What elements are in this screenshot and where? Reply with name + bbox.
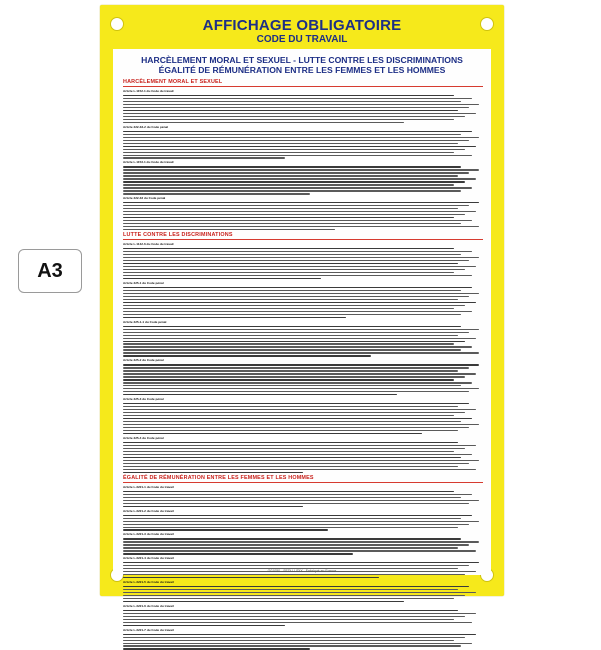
text-line (123, 518, 461, 519)
text-line (123, 257, 479, 258)
text-line (123, 299, 458, 300)
article-title: Article 225-2 du Code pénal (123, 358, 164, 363)
text-line (123, 95, 454, 96)
text-line (123, 101, 461, 102)
text-line (123, 457, 461, 458)
text-line (123, 110, 458, 111)
text-line (123, 538, 461, 539)
text-line (123, 178, 476, 179)
text-line (123, 205, 469, 206)
text-line (123, 616, 465, 617)
text-line (123, 367, 469, 368)
article-title: Article 222-33-2 du Code pénal (123, 124, 169, 129)
text-line (123, 503, 469, 504)
text-line (123, 131, 472, 132)
text-line (123, 637, 465, 638)
text-line (123, 506, 303, 507)
text-line (123, 463, 469, 464)
text-line (123, 550, 476, 551)
text-line (123, 278, 321, 279)
text-line (123, 349, 461, 350)
text-line (123, 589, 458, 590)
text-line (123, 619, 454, 620)
text-line (123, 119, 454, 120)
text-line (123, 149, 465, 150)
text-line (123, 223, 461, 224)
text-line (123, 326, 461, 327)
text-line (123, 272, 454, 273)
poster-board (100, 5, 504, 632)
main-title-line-1: HARCÈLEMENT MORAL ET SEXUEL - LUTTE CONTRE LES DISCRIMINATIONS (141, 55, 463, 65)
text-line (123, 553, 353, 554)
text-line (123, 172, 469, 173)
text-line (123, 214, 465, 215)
text-line (123, 415, 454, 416)
text-line (123, 181, 465, 182)
text-line (123, 370, 458, 371)
text-line (123, 524, 469, 525)
text-line (123, 157, 285, 158)
text-line (123, 122, 404, 123)
article-title: Article 225-1-1 du Code pénal (123, 319, 167, 324)
text-line (123, 217, 454, 218)
section-heading: ÉGALITÉ DE RÉMUNÉRATION ENTRE LES FEMMES ET LES HOMMES (123, 475, 483, 483)
text-line (123, 382, 472, 383)
text-line (123, 586, 469, 587)
text-line (123, 625, 285, 626)
text-line (123, 296, 469, 297)
text-line (123, 469, 476, 470)
text-line (123, 275, 472, 276)
text-line (123, 610, 458, 611)
main-title-line-2: ÉGALITÉ DE RÉMUNÉRATION ENTRE LES FEMMES ET LES HOMMES (158, 65, 446, 75)
text-line (123, 220, 472, 221)
text-line (123, 107, 469, 108)
article-title: Article 225-1 du Code pénal (123, 280, 164, 285)
text-line (123, 104, 479, 105)
text-line (123, 388, 479, 389)
text-line (123, 229, 335, 230)
text-line (123, 260, 469, 261)
article-title: Article L.3221-1 du Code du travail (123, 484, 174, 489)
text-line (123, 254, 461, 255)
text-line (123, 143, 458, 144)
article-title: Article L.3221-7 du Code du travail (123, 627, 174, 632)
text-line (123, 155, 472, 156)
text-line (123, 643, 472, 644)
text-line (123, 338, 476, 339)
text-line (123, 497, 461, 498)
text-line (123, 427, 469, 428)
article-title: Article L.3221-6 du Code du travail (123, 603, 174, 608)
text-line (123, 565, 469, 566)
text-line (123, 403, 469, 404)
text-line (123, 529, 328, 530)
text-line (123, 263, 458, 264)
text-line (123, 290, 461, 291)
text-line (123, 341, 465, 342)
article-title: Article L.1152-1 du Code du travail (123, 89, 174, 93)
text-line (123, 98, 472, 99)
text-line (123, 208, 458, 209)
text-line (123, 406, 458, 407)
text-line (123, 448, 465, 449)
text-line (123, 211, 476, 212)
text-line (123, 544, 469, 545)
text-line (123, 175, 458, 176)
text-line (123, 332, 469, 333)
article-title: Article 225-4 du Code pénal (123, 435, 164, 440)
text-line (123, 622, 472, 623)
text-line (123, 329, 479, 330)
text-line (123, 140, 469, 141)
text-line (123, 116, 465, 117)
article-title: Article L.1142-6 du Code du travail (123, 242, 174, 247)
text-line (123, 308, 454, 309)
size-badge-a3: A3 (18, 249, 82, 293)
text-line (123, 190, 461, 191)
text-line (123, 547, 458, 548)
text-line (123, 592, 476, 593)
text-line (123, 287, 472, 288)
article-title: Article L.3221-2 du Code du travail (123, 508, 174, 513)
text-line (123, 472, 303, 473)
text-line (123, 269, 465, 270)
text-line (123, 613, 476, 614)
article-title: Article L.1153-1 du Code du travail (123, 160, 174, 165)
text-line (123, 134, 461, 135)
text-line (123, 500, 479, 501)
text-line (123, 346, 472, 347)
text-line (123, 302, 476, 303)
text-line (123, 364, 479, 365)
text-line (123, 634, 476, 635)
text-line (123, 598, 454, 599)
article-title: Article L.3221-4 du Code du travail (123, 556, 174, 561)
text-line (123, 527, 458, 528)
text-line (123, 373, 476, 374)
article-title: Article L.3221-5 du Code du travail (123, 580, 174, 585)
article-title: Article 225-3 du Code pénal (123, 397, 164, 402)
text-line (123, 317, 346, 318)
text-line (123, 314, 461, 315)
text-line (123, 521, 479, 522)
text-line (123, 343, 454, 344)
text-line (123, 445, 476, 446)
text-line (123, 385, 461, 386)
text-line (123, 248, 454, 249)
text-line (123, 640, 454, 641)
text-line (123, 394, 397, 395)
text-line (123, 409, 476, 410)
text-line (123, 202, 479, 203)
text-sheet (113, 49, 491, 632)
text-line (123, 601, 404, 602)
text-line (123, 574, 465, 575)
main-title (123, 55, 481, 75)
text-line (123, 577, 379, 578)
poster-subtitle: CODE DU TRAVAIL (256, 34, 348, 45)
text-line (123, 494, 472, 495)
text-line (123, 146, 476, 147)
text-line (123, 412, 465, 413)
text-line (123, 355, 371, 356)
text-line (123, 460, 479, 461)
text-line (123, 491, 454, 492)
text-line (123, 421, 461, 422)
text-line (123, 466, 458, 467)
text-line (123, 562, 479, 563)
text-line (123, 152, 454, 153)
text-line (123, 137, 479, 138)
text-line (123, 454, 472, 455)
text-line (123, 184, 454, 185)
text-line (123, 379, 454, 380)
text-line (123, 424, 479, 425)
text-line (123, 352, 479, 353)
text-line (123, 266, 476, 267)
poster-title: AFFICHAGE OBLIGATOIRE (202, 17, 402, 34)
text-line (123, 645, 461, 646)
text-line (123, 311, 472, 312)
poster-footer: G01050 - SEDI LUDIX - Fabriqué en France (267, 569, 337, 573)
text-line (123, 391, 469, 392)
text-line (123, 187, 472, 188)
text-line (123, 515, 472, 516)
article-title: Article L.3221-3 du Code du travail (123, 532, 174, 537)
text-line (123, 113, 476, 114)
section-heading: LUTTE CONTRE LES DISCRIMINATIONS (123, 232, 483, 240)
article-title: Article 222-33 du Code pénal (123, 196, 166, 201)
section-heading: HARCÈLEMENT MORAL ET SEXUEL (123, 79, 483, 87)
text-line (123, 442, 458, 443)
text-line (123, 251, 472, 252)
text-line (123, 335, 458, 336)
text-line (123, 595, 465, 596)
text-line (123, 305, 465, 306)
text-line (123, 418, 472, 419)
text-line (123, 433, 422, 434)
text-line (123, 430, 458, 431)
text-line (123, 451, 454, 452)
text-line (123, 226, 479, 227)
text-line (123, 166, 461, 167)
text-line (123, 541, 479, 542)
text-line (123, 193, 310, 194)
text-line (123, 293, 479, 294)
text-line (123, 376, 465, 377)
text-line (123, 169, 479, 170)
